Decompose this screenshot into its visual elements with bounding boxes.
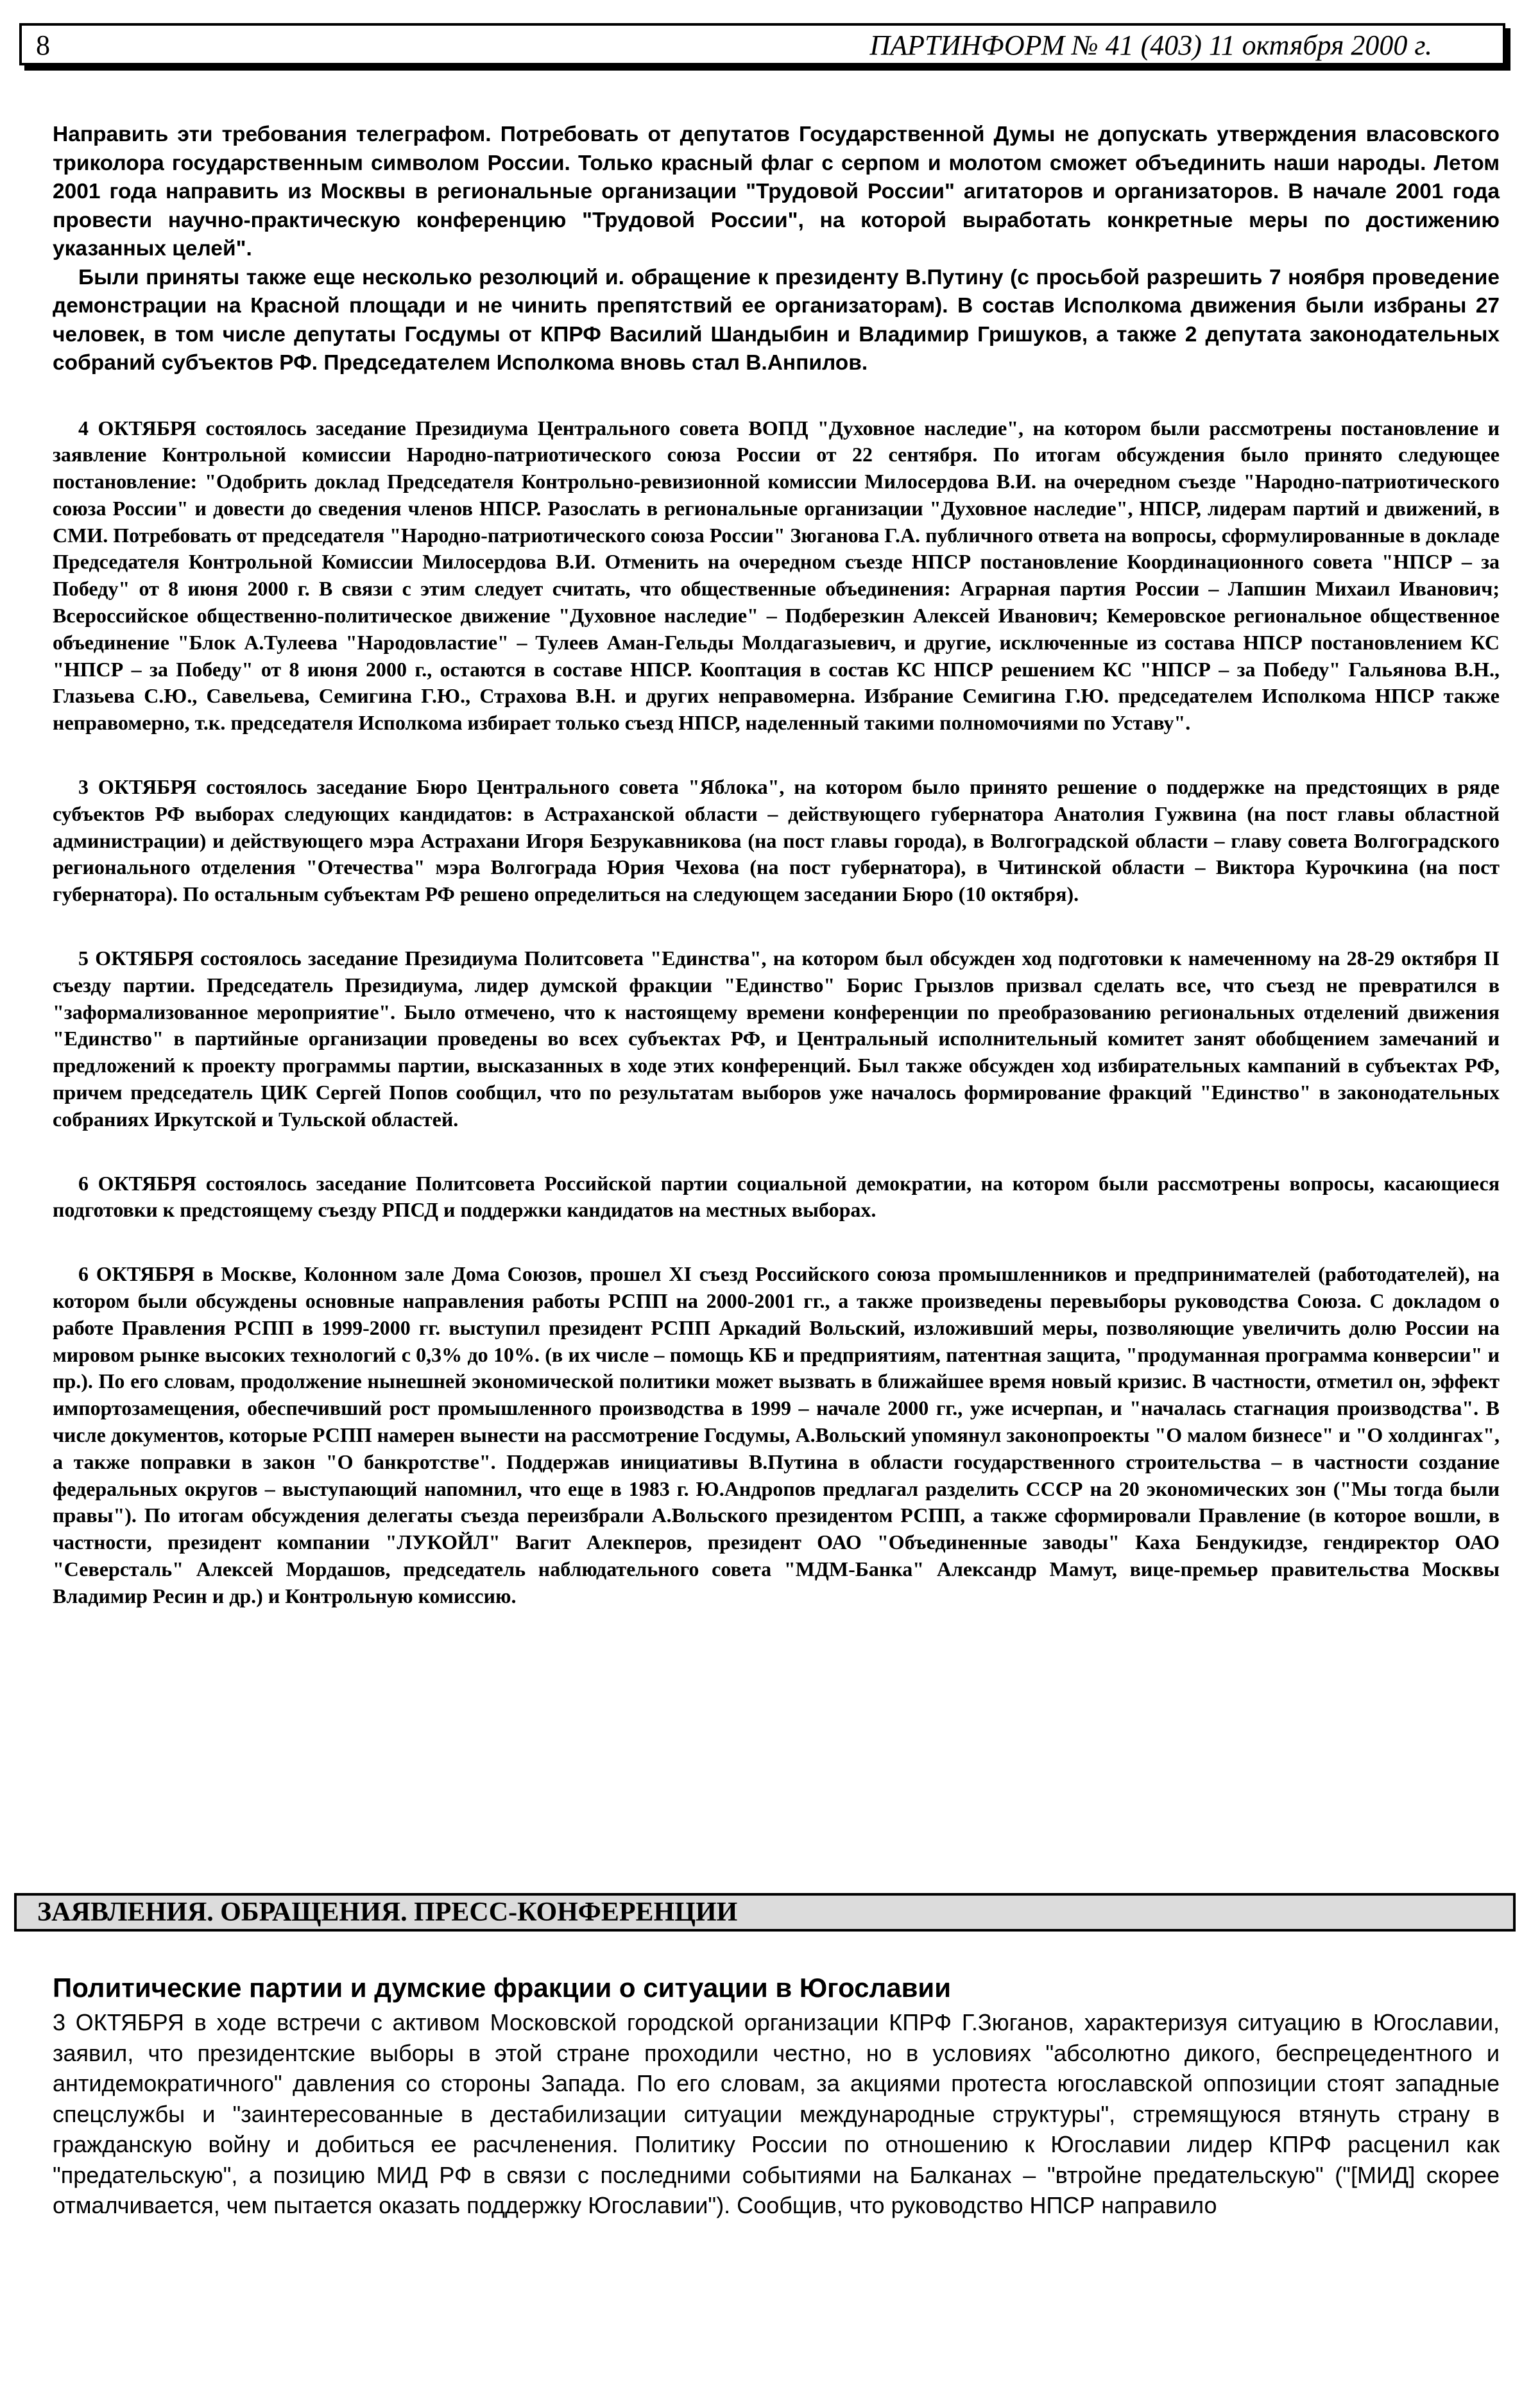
paragraph-oct3-yabloko: 3 ОКТЯБРЯ состоялось заседание Бюро Центрального совета "Яблока", на котором было принято решение о поддержке на предстоящих в ряде субъектов РФ выборах следующих кандидатов: в Астраханской области – действующего губернатора Анатолия Гужвина (на пост главы областной администрации) и действующего мэра Астрахани Игоря Безрукавникова (на пост главы города), в Волгоградской области – главу совета Волгоградского регионального отделения "Отечества" мэра Волгограда Юрия Чехова (на пост губернатора), в Читинской области – Виктора Курочкина (на пост губернатора). По остальным субъектам РФ решено определиться на следующем заседании Бюро (10 октября). — [53, 775, 1500, 906]
article-yugoslavia — [53, 1971, 1500, 2221]
paragraph-resolutions: Были приняты также еще несколько резолюций и. обращение к президенту В.Путину (с просьбой разрешить 7 ноября проведение демонстрации на Красной площади и не чинить препятствий ее организаторам). В состав Исполкома движения были избраны 27 человек, в том числе депутаты Госдумы от КПРФ Василий Шандыбин и Владимир Гришуков, а также 2 депутата законодательных собраний субъектов РФ. Председателем Исполкома вновь стал В.Анпилов. — [53, 265, 1500, 375]
paragraph-oct5-edinstvo: 5 ОКТЯБРЯ состоялось заседание Президиума Политсовета "Единства", на котором был обсужден ход подготовки к намеченному на 28-29 октября II съезду партии. Председатель Президиума, лидер думской фракции "Единство" Борис Грызлов призвал сделать все, что съезд не превратился в "заформализованное мероприятие". Было отмечено, что к настоящему времени конференции по преобразованию региональных отделений движения "Единство" в партийные организации проведены во всех субъектах РФ, и Центральный исполнительный комитет занят обобщением замечаний и предложений к проекту программы партии, высказанных в ходе этих конференций. Был также обсужден ход избирательных кампаний в субъектах РФ, причем председатель ЦИК Сергей Попов сообщил, что по результатам выборов уже началось формирование фракций "Единство" в законодательных собраниях Иркутской и Тульской областей. — [53, 947, 1500, 1131]
page-number: 8 — [36, 30, 50, 61]
page-header — [19, 23, 1505, 65]
section-title: ЗАЯВЛЕНИЯ. ОБРАЩЕНИЯ. ПРЕСС-КОНФЕРЕНЦИИ — [37, 1898, 738, 1927]
paragraph-oct6-rpsd: 6 ОКТЯБРЯ состоялось заседание Политсовета Российской партии социальной демократии, на котором были рассмотрены вопросы, касающиеся подготовки к предстоящему съезду РПСД и поддержки кандидатов на местных выборах. — [53, 1171, 1500, 1222]
article-body: 3 ОКТЯБРЯ в ходе встречи с активом Московской городской организации КПРФ Г.Зюганов, характеризуя ситуацию в Югославии, заявил, что президентские выборы в этой стране проходили честно, но в условиях "абсолютно дикого, беспрецедентного и антидемократичного" давления со стороны Запада. По его словам, за акциями протеста югославской оппозиции стоят западные спецслужбы и "заинтересованные в дестабилизации ситуации международные структуры", стремящуюся втянуть страну в гражданскую войну и добиться ее расчленения. Политику России по отношению к Югославии лидер КПРФ расценил как "предательскую", а позицию МИД РФ в связи с последними событиями на Балканах – "втройне предательскую" ("[МИД] скорее отмалчивается, чем пытается оказать поддержку Югославии"). Сообщив, что руководство НПСР направило — [53, 2009, 1500, 2218]
paragraph-oct6-rspp: 6 ОКТЯБРЯ в Москве, Колонном зале Дома Союзов, прошел XI съезд Российского союза промышленников и предпринимателей (работодателей), на котором были обсуждены основные направления работы РСПП на 2000-2001 гг., а также произведены перевыборы руководства Союза. С докладом о работе Правления РСПП в 1999-2000 гг. выступил президент РСПП Аркадий Вольский, изложивший меры, позволяющие увеличить долю России на мировом рынке высоких технологий с 0,3% до 10%. (в их числе – помощь КБ и предприятиям, патентная защита, "продуманная программа конверсии" и пр.). По его словам, продолжение нынешней экономической политики может вызвать в ближайшее время новый кризис. В частности, отметил он, эффект импортозамещения, обеспечивший рост промышленного производства в 1999 – начале 2000 гг., уже исчерпан, и "началась стагнация производства". В числе документов, которые РСПП намерен вынести на рассмотрение Госдумы, А.Вольский упомянул законопроекты "О малом бизнесе" и "О холдингах", а также поправки в закон "О банкротстве". Поддержав инициативы В.Путина в области государственного строительства – в частности создание федеральных округов – выступающий напомнил, что еще в 1983 г. Ю.Андропов предлагал разделить СССР на 20 экономических зон ("Мы тогда были правы"). По итогам обсуждения делегаты съезда переизбрали А.Вольского президентом РСПП, а также сформировали Правление (в которое вошли, в частности, президент компании "ЛУКОЙЛ" Вагит Алекперов, президент ОАО "Объединенные заводы" Каха Бендукидзе, гендиректор ОАО "Северсталь" Алексей Мордашов, председатель наблюдательного совета "МДМ-Банка" Александр Мамут, вице-премьер правительства Москвы Владимир Ресин и др.) и Контрольную комиссию. — [53, 1262, 1500, 1607]
paragraph-oct4-presidium: 4 ОКТЯБРЯ состоялось заседание Президиума Центрального совета ВОПД "Духовное наследие", на котором были рассмотрены постановление и заявление Контрольной комиссии Народно-патриотического союза России от 22 сентября. По итогам обсуждения было принято следующее постановление: "Одобрить доклад Председателя Контрольно-ревизионной комиссии Милосердова В.И. на очередном съезде "Народно-патриотического союза России" и довести до сведения членов НПСР. Разослать в региональные организации "Духовное наследие", НПСР, лидерам партий и движений, в СМИ. Потребовать от председателя "Народно-патриотического союза России" Зюганова Г.А. публичного ответа на вопросы, сформулированные в докладе Председателя Контрольной Комиссии Милосердова В.И. Отменить на очередном съезде НПСР постановление Координационного совета "НПСР – за Победу" от 8 июня 2000 г. В связи с этим следует считать, что общественные объединения: Аграрная партия России – Лапшин Михаил Иванович; Всероссийское общественно-политическое движение "Духовное наследие" – Подберезкин Алексей Иванович; Кемеровское региональное общественное объединение "Блок А.Тулеева "Народовластие" – Тулеев Аман-Гельды Молдагазыевич, и другие, исключенные из состава НПСР постановлением КС "НПСР – за Победу" от 8 июня 2000 г., остаются в составе НПСР. Кооптация в состав КС НПСР решением КС "НПСР – за Победу" Гальянова В.Н., Глазьева С.Ю., Савельева, Семигина Г.Ю., Страхова В.Н. и других неправомерна. Избрание Семигина Г.Ю. председателем Исполкома НПСР также неправомерно, т.к. председателя Исполкома избирает только съезд НПСР, наделенный такими полномочиями по Уставу". — [53, 416, 1500, 735]
main-content — [53, 121, 1500, 1610]
paragraph-demands: Направить эти требования телеграфом. Потребовать от депутатов Государственной Думы не допускать утверждения власовского триколора государственным символом России. Только красный флаг с серпом и молотом сможет объединить наши народы. Летом 2001 года направить из Москвы в региональные организации "Трудовой России" агитаторов и организаторов. В начале 2001 года провести научно-практическую конференцию "Трудовой России", на которой выработать конкретные меры по достижению указанных целей". — [53, 123, 1500, 261]
article-title: Политические партии и думские фракции о ситуации в Югославии — [53, 1973, 952, 2003]
publication-info: ПАРТИНФОРМ № 41 (403) 11 октября 2000 г. — [869, 30, 1432, 61]
